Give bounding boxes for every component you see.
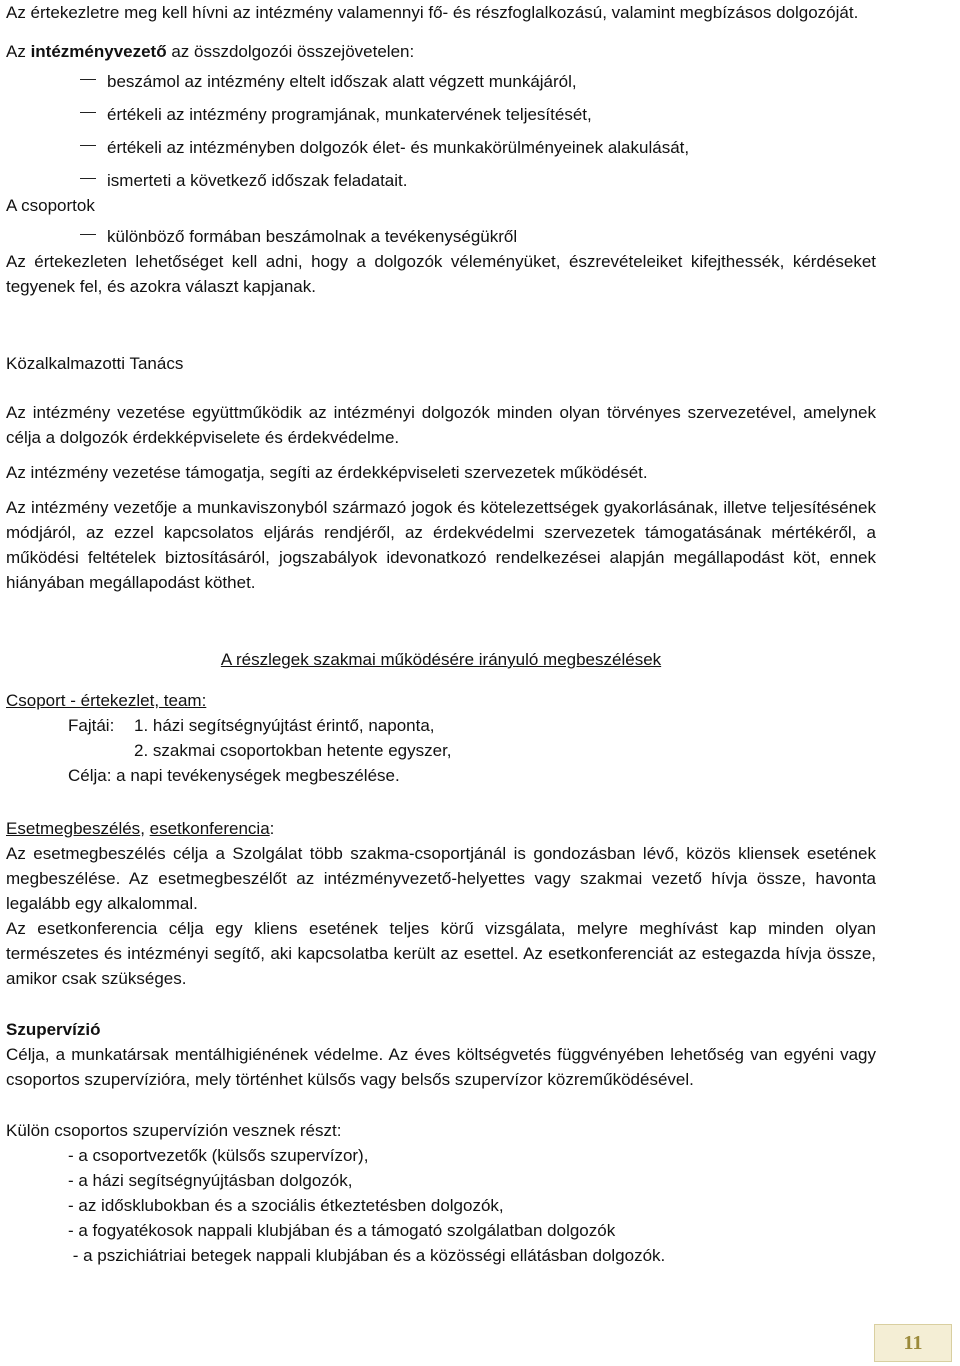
leader-intro-post: az összdolgozói összejövetelen:	[166, 42, 415, 61]
leader-intro	[6, 39, 876, 64]
list-item: értékeli az intézmény programjának, munkatervének teljesítését,	[6, 102, 876, 127]
meeting-type-row	[68, 713, 876, 738]
meeting-type-2: 2. szakmai csoportokban hetente egyszer,	[134, 741, 452, 760]
meeting-goal: Célja: a napi tevékenységek megbeszélése.	[68, 766, 400, 785]
list-item: ismerteti a következő időszak feladatait.	[6, 168, 876, 193]
list-item: - az idősklubokban és a szociális étkeztetésben dolgozók,	[68, 1196, 504, 1215]
council-paragraph-2: Az intézmény vezetése támogatja, segíti az érdekképviseleti szervezetek működését.	[6, 463, 648, 482]
list-item: - a pszichiátriai betegek nappali klubjában és a közösségi ellátásban dolgozók.	[68, 1246, 666, 1265]
types-label: Fajtái:	[68, 716, 115, 735]
page-number-badge	[874, 1324, 952, 1362]
case-heading-sep: ,	[140, 819, 150, 838]
dept-heading: A részlegek szakmai működésére irányuló megbeszélések	[220, 650, 662, 669]
supervision-groups-list	[6, 1143, 876, 1268]
meeting-label: Csoport - értekezlet, team:	[6, 691, 207, 710]
supervision-heading: Szupervízió	[6, 1020, 101, 1039]
council-paragraph-3: Az intézmény vezetője a munkaviszonyból származó jogok és kötelezettségek gyakorlásának, illetve teljesítésének módjáról, az ezzel kapcsolatos eljárás rendjéről, az érdekvédelmi szervezetek támogatásának mértékéről, a működési feltételek biztosításáról, jogszabályok idevonatkozó rendelkezései alapján megállapodást köt, ennek hiányában megállapodást köthet.	[6, 498, 876, 592]
invite-paragraph: Az értekezletre meg kell hívni az intézmény valamennyi fő- és részfoglalkozású, valamint megbízásos dolgozóját.	[6, 3, 859, 22]
case-heading	[6, 816, 876, 841]
list-item: - a fogyatékosok nappali klubjában és a támogató szolgálatban dolgozók	[68, 1221, 616, 1240]
leader-duties-list	[6, 69, 876, 193]
council-heading: Közalkalmazotti Tanács	[6, 354, 184, 373]
case-heading-colon: :	[269, 819, 275, 838]
case-paragraph-2: Az esetkonferencia célja egy kliens esetének teljes körű vizsgálata, melyre meghívást kap minden olyan természetes és intézményi segítő, aki kapcsolatba került az esettel. Az esetkonferenciát az estegazda hívja össze, amikor csak szükséges.	[6, 919, 876, 988]
leader-intro-bold: intézményvezető	[30, 42, 167, 61]
case-discussion-label: Esetmegbeszélés	[6, 819, 141, 838]
supervision-paragraph-1: Célja, a munkatársak mentálhigiénének védelme. Az éves költségvetés függvényében lehetőség van egyéni vagy csoportos szupervízióra, mely történhet külsős vagy belsős szupervízor közreműködésével.	[6, 1045, 876, 1089]
feedback-paragraph: Az értekezleten lehetőséget kell adni, hogy a dolgozók véleményüket, észrevételeiket kifejthessék, kérdéseket tegyenek fel, és azokra választ kapjanak.	[6, 252, 876, 296]
list-item: beszámol az intézmény eltelt időszak alatt végzett munkájáról,	[6, 69, 876, 94]
list-item: - a házi segítségnyújtásban dolgozók,	[68, 1171, 353, 1190]
supervision-paragraph-2: Külön csoportos szupervízión vesznek részt:	[6, 1121, 342, 1140]
meeting-type-1: 1. házi segítségnyújtást érintő, naponta,	[134, 716, 435, 735]
list-item: - a csoportvezetők (külsős szupervízor),	[68, 1146, 369, 1165]
groups-label: A csoportok	[6, 196, 95, 215]
list-item: különböző formában beszámolnak a tevékenységükről	[6, 224, 876, 249]
council-paragraph-1: Az intézmény vezetése együttműködik az intézményi dolgozók minden olyan törvényes szervezetével, amelynek célja a dolgozók érdekképviselete és érdekvédelme.	[6, 403, 876, 447]
leader-intro-pre: Az	[6, 42, 31, 61]
document-page	[6, 0, 876, 1268]
list-item: értékeli az intézményben dolgozók élet- és munkakörülményeinek alakulását,	[6, 135, 876, 160]
page-number: 11	[903, 1331, 923, 1354]
groups-list	[6, 224, 876, 249]
case-paragraph-1: Az esetmegbeszélés célja a Szolgálat több szakma-csoportjánál is gondozásban lévő, közös kliensek esetének megbeszélése. Az esetmegbeszélőt az intézményvezető-helyettes vagy szakmai vezető hívja össze, havonta legalább egy alkalommal.	[6, 844, 876, 913]
case-conference-label: esetkonferencia	[149, 819, 270, 838]
meeting-types	[6, 713, 876, 788]
